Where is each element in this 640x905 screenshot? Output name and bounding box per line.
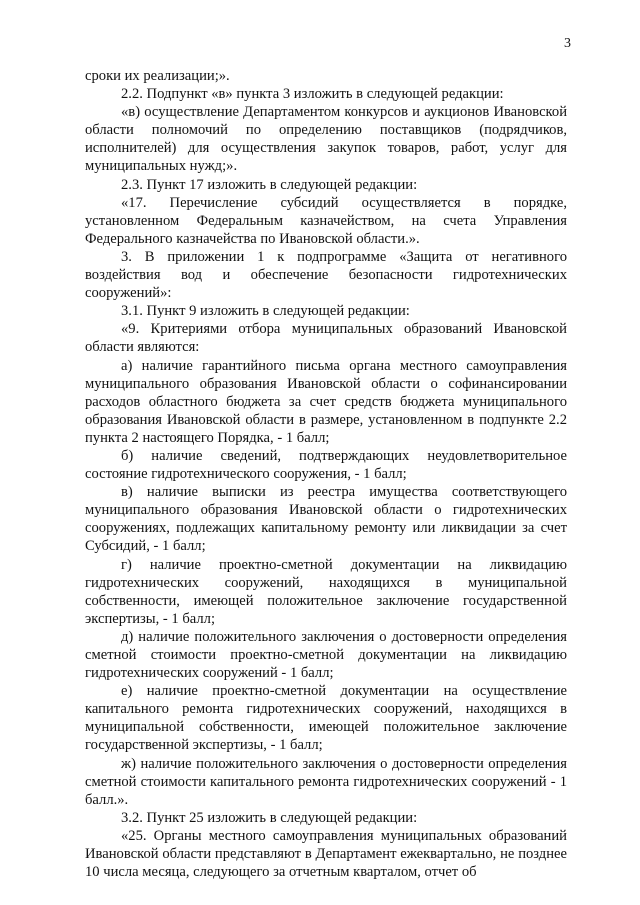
paragraph: 3. В приложении 1 к подпрограмме «Защита от негативного воздействия вод и обеспечение безопасности гидротехнических сооружений»: — [85, 248, 567, 302]
paragraph: а) наличие гарантийного письма органа местного самоуправления муниципального образования Ивановской области о софинансировании расходов областного бюджета за счет средств бюджета муниципального образования Ивановской области в размере, установленном в подпункте 2.2 пункта 2 настоящего Порядка, - 1 балл; — [85, 357, 567, 446]
paragraph: «9. Критериями отбора муниципальных образований Ивановской области являются: — [85, 321, 567, 356]
page-number: 3 — [564, 36, 571, 51]
paragraph: 2.2. Подпункт «в» пункта 3 изложить в следующей редакции: — [121, 86, 504, 103]
paragraph: е) наличие проектно-сметной документации на осуществление капитального ремонта гидротехнических сооружений, находящихся в муниципальной собственности, имеющей положительное заключение государственной экспертизы, - 1 балл; — [85, 683, 567, 754]
paragraph: б) наличие сведений, подтверждающих неудовлетворительное состояние гидротехнического сооружения, - 1 балл; — [85, 447, 567, 483]
paragraph: сроки их реализации;». — [85, 68, 230, 84]
paragraph: 3.2. Пункт 25 изложить в следующей редакции: — [121, 809, 418, 826]
paragraph: 3.1. Пункт 9 изложить в следующей редакции: — [121, 303, 410, 320]
paragraph: в) наличие выписки из реестра имущества соответствующего муниципального образования Ивановской области о гидротехнических сооружениях, подлежащих капитальному ремонту или ликвидации за счет Субсидий, - 1 балл; — [85, 484, 567, 555]
paragraph: 2.3. Пункт 17 изложить в следующей редакции: — [121, 176, 418, 193]
document-body — [85, 67, 567, 881]
paragraph: г) наличие проектно-сметной документации на ликвидацию гидротехнических сооружений, находящихся в муниципальной собственности, имеющей положительное заключение государственной экспертизы, - 1 балл; — [85, 556, 567, 627]
paragraph: «25. Органы местного самоуправления муниципальных образований Ивановской области представляют в Департамент ежеквартально, не позднее 10 числа месяца, следующего за отчетным кварталом, отчет об — [85, 827, 567, 881]
paragraph: ж) наличие положительного заключения о достоверности определения сметной стоимости капитального ремонта гидротехнических сооружений - 1 балл.». — [85, 755, 567, 808]
paragraph: «в) осуществление Департаментом конкурсов и аукционов Ивановской области полномочий по определению поставщиков (подрядчиков, исполнителей) для осуществления закупок товаров, работ, услуг для муниципальных нужд;». — [85, 104, 567, 175]
paragraph: д) наличие положительного заключения о достоверности определения сметной стоимости проектно-сметной документации на ликвидацию гидротехнических сооружений - 1 балл; — [85, 628, 567, 682]
paragraph: «17. Перечисление субсидий осуществляется в порядке, установленном Федеральным казначейством, на счета Управления Федерального казначейства по Ивановской области.». — [85, 194, 567, 247]
